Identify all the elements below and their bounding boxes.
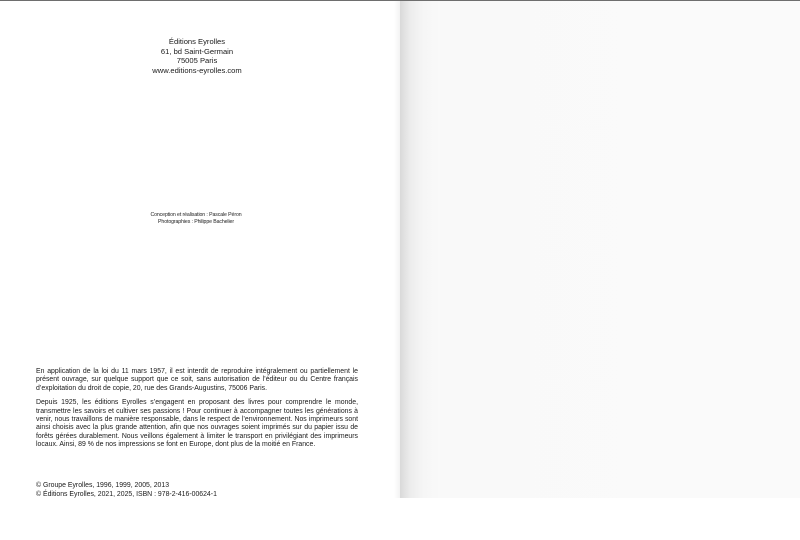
right-page [400,1,800,498]
spine-shadow [394,1,400,498]
credits-block [110,212,282,226]
legal-notice: En application de la loi du 11 mars 1957, il est interdit de reproduire intégralement ou partiellement le présent ouvrage, sur quelque support que ce soit, sans autorisation de l’éditeur ou du Centre français d’exploitation du droit de copie, 20, rue des Grands-Augustins, 75006 Paris. [36,368,358,392]
copyright-block [36,482,358,499]
environment-statement: Depuis 1925, les éditions Eyrolles s’engagent en proposant des livres pour comprendre le monde, transmettre les savoirs et cultiver ses passions ! Pour continuer à accompagner toutes les générations à venir, nous travaillons de manière responsable, dans le respect de l’environnement. Nos imprimeurs sont ainsi choisis avec la plus grande attention, afin que nos ouvrages soient imprimés sur du papier issu de forêts gérées durablement. Nous veillons également à limiter le transport en privilégiant des imprimeurs locaux. Ainsi, 89 % de nos impressions se font en Europe, dont plus de la moitié en France. [36,399,358,449]
design-credit: Conception et réalisation : Pascale Péron [150,212,242,218]
copyright-line-2: © Éditions Eyrolles, 2021, 2025, ISBN : 978-2-416-00624-1 [36,490,217,498]
publisher-city: 75005 Paris [176,56,218,66]
publisher-street: 61, bd Saint-Germain [160,46,234,56]
publisher-block [97,37,297,75]
photo-credit: Photographies : Philippe Bachelier [158,219,234,226]
publisher-name: Éditions Eyrolles [168,37,226,46]
left-page [0,1,400,498]
legal-block [36,368,358,450]
copyright-line-1: © Groupe Eyrolles, 1996, 1999, 2005, 2013 [36,482,170,489]
publisher-website: www.editions-eyrolles.com [152,65,242,75]
